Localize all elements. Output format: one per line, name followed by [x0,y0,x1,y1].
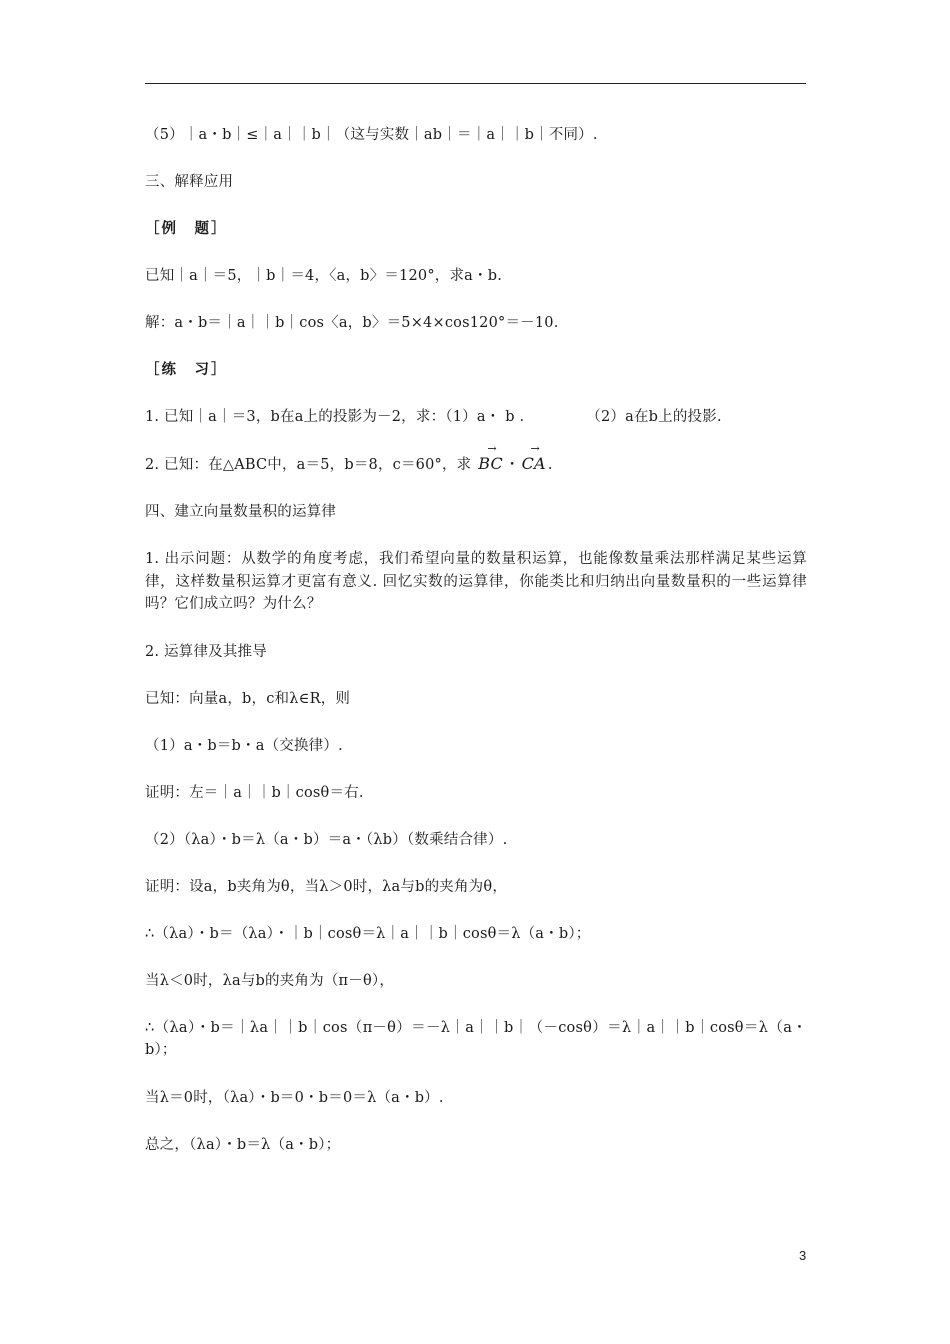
section-heading: 四、建立向量数量积的运算律 [145,504,337,520]
page-body [145,124,807,1181]
example-problem: 已知｜a｜＝5，｜b｜＝4，〈a，b〉＝120°，求a・b. [145,268,503,284]
proof-conclusion: 总之，（λa）・b＝λ（a・b）； [145,1136,341,1153]
dot-operator: ・ [504,457,520,473]
vector-bc: → BC [478,442,503,473]
subsection-heading: 2. 运算律及其推导 [145,643,267,660]
exercise-1-part-1: 1. 已知｜a｜＝3，b在a上的投影为－2，求：（1）a・ b . [145,409,525,425]
law-associative: （2）（λa）・b＝λ（a・b）＝a・（λb）（数乘结合律）. [145,831,508,848]
proof-case-zero: 当λ＝0时，（λa）・b＝0・b＝0＝λ（a・b）. [145,1089,444,1106]
proof-case-negative-intro: 当λ＜0时，λa与b的夹角为（π－θ）， [145,972,395,989]
exercise-1 [145,406,807,428]
vector-arrow-icon: → [487,442,497,455]
text-line: （5）｜a・b｜≤｜a｜｜b｜（这与实数｜ab｜＝｜a｜｜b｜不同）. [145,127,598,143]
given-statement: 已知：向量a，b，c和λ∈R，则 [145,690,351,707]
law-commutative: （1）a・b＝b・a（交换律）. [145,737,343,754]
exercise-heading: ［练 习］ [145,361,228,378]
proof-commutative: 证明：左＝｜a｜｜b｜cosθ＝右. [145,784,364,801]
header-rule [145,83,806,84]
proof-case-positive: ∴（λa）・b＝（λa）・｜b｜cosθ＝λ｜a｜｜b｜cosθ＝λ（a・b）； [145,925,591,942]
vector-arrow-icon: → [530,442,540,455]
example-solution: 解：a・b＝｜a｜｜b｜cos〈a，b〉＝5×4×cos120°＝－10. [145,315,559,331]
exercise-2 [145,442,807,476]
period: . [547,457,553,473]
question-paragraph: 1. 出示问题：从数学的角度考虑，我们希望向量的数量积运算，也能像数量乘法那样满足某些运算律，这样数量积运算才更富有意义. 回忆实数的运算律，你能类比和归纳出向量数量积的一些运算律吗？它们成立吗？为什么？ [145,551,807,612]
proof-case-negative: ∴（λa）・b＝｜λa｜｜b｜cos（π－θ）＝－λ｜a｜｜b｜（－cosθ）＝λ｜a｜｜b｜cosθ＝λ（a・b）； [145,1019,807,1058]
example-heading: ［例 题］ [145,220,228,237]
page-number: 3 [799,1248,807,1263]
vector-ca: → CA [521,442,546,473]
exercise-1-part-2: （2）a在b上的投影. [586,409,722,425]
section-heading: 三、解释应用 [145,174,234,190]
proof-intro: 证明：设a，b夹角为θ，当λ＞0时，λa与b的夹角为θ， [145,878,508,895]
exercise-2-text: 2. 已知：在△ABC中，a＝5，b＝8，c＝60°，求 [145,457,472,473]
